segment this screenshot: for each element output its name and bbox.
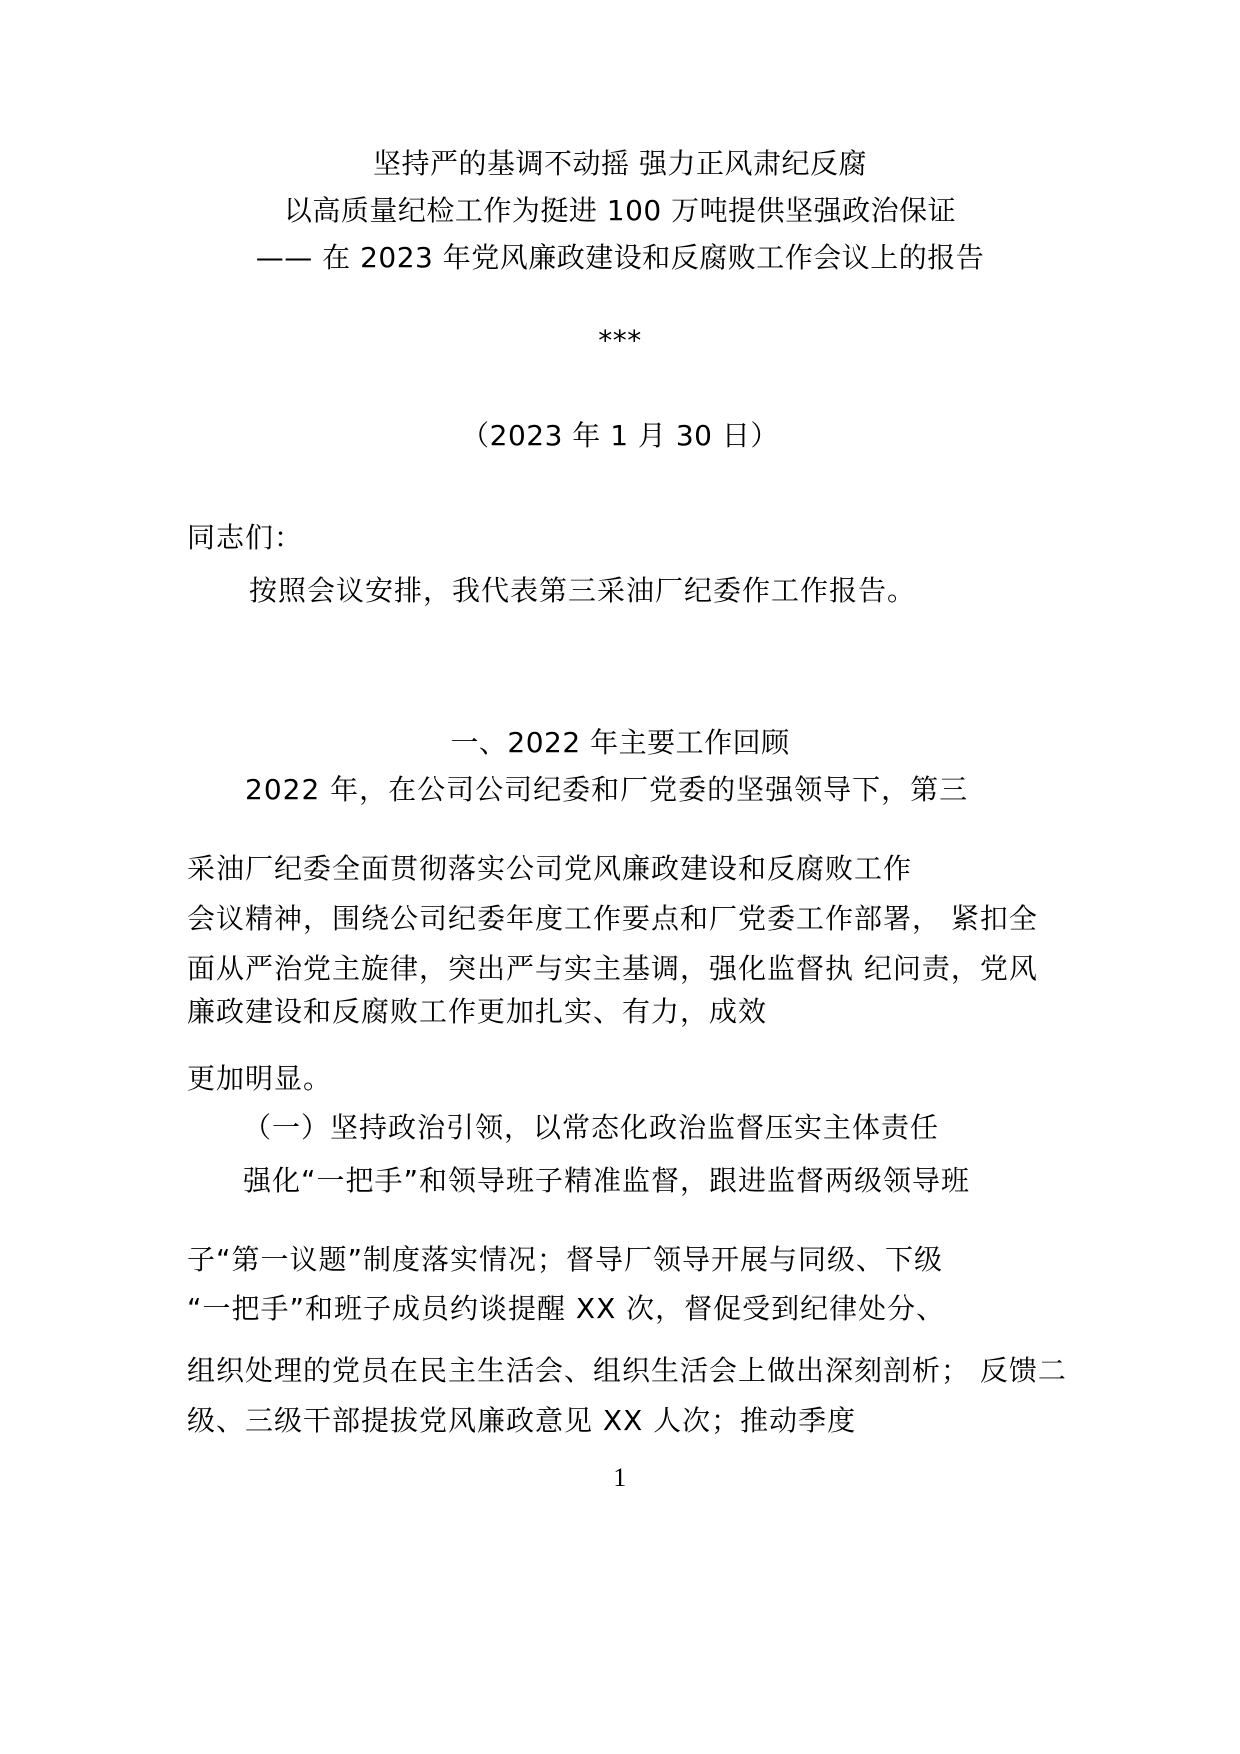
- intro-paragraph: 按照会议安排，我代表第三采油厂纪委作工作报告。: [249, 574, 917, 607]
- paragraph-line: 组织处理的党员在民主生活会、组织生活会上做出深刻剖析； 反馈二: [187, 1354, 1067, 1387]
- report-date: （2023 年 1 月 30 日）: [461, 419, 779, 452]
- paragraph-line: “一把手”和班子成员约谈提醒 XX 次，督促受到纪律处分、: [187, 1292, 946, 1325]
- paragraph-line: 强化“一把手”和领导班子精准监督，跟进监督两级领导班: [243, 1164, 971, 1197]
- title-line-1: 坚持严的基调不动摇 强力正风肃纪反腐: [373, 147, 867, 180]
- paragraph-line: 面从严治党主旋律，突出严与实主基调，强化监督执 纪问责，党风: [187, 952, 1038, 985]
- paragraph-line: 2022 年，在公司公司纪委和厂党委的坚强领导下，第三: [245, 773, 969, 806]
- paragraph-line: 采油厂纪委全面贯彻落实公司党风廉政建设和反腐败工作: [187, 852, 913, 885]
- paragraph-line: 级、三级干部提拔党风廉政意见 XX 人次；推动季度: [187, 1404, 857, 1437]
- title-line-2: 以高质量纪检工作为挺进 100 万吨提供坚强政治保证: [283, 194, 957, 227]
- page-number: 1: [613, 1463, 627, 1492]
- salutation: 同志们：: [187, 521, 304, 554]
- section-heading: 一、2022 年主要工作回顾: [450, 726, 790, 759]
- author: ***: [598, 324, 642, 357]
- paragraph-line: 会议精神，围绕公司纪委年度工作要点和厂党委工作部署， 紧扣全: [187, 902, 1038, 935]
- paragraph-line: 子“第一议题”制度落实情况；督导厂领导开展与同级、下级: [187, 1243, 944, 1276]
- subtitle: —— 在 2023 年党风廉政建设和反腐败工作会议上的报告: [255, 241, 985, 274]
- paragraph-line: 廉政建设和反腐败工作更加扎实、有力，成效: [187, 995, 768, 1028]
- paragraph-line: 更加明显。: [187, 1062, 333, 1095]
- subsection-heading: （一）坚持政治引领，以常态化政治监督压实主体责任: [243, 1111, 940, 1144]
